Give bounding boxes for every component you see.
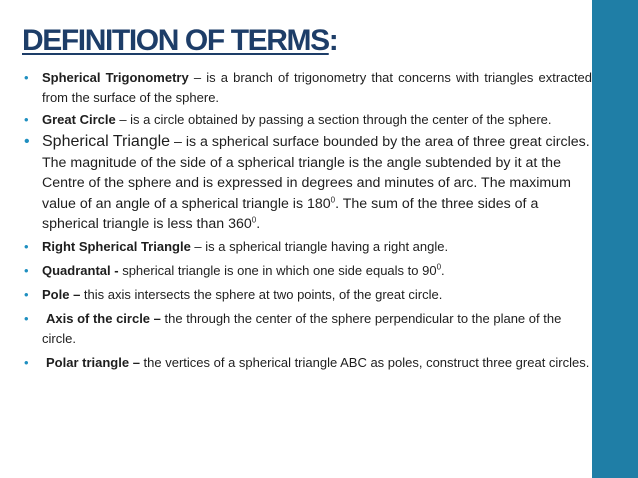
list-item-right-spherical-triangle bbox=[24, 237, 592, 257]
definition-list bbox=[24, 68, 592, 373]
accent-bar bbox=[592, 0, 638, 478]
term-label: Quadrantal - bbox=[42, 262, 119, 278]
bullet-icon: • bbox=[24, 70, 29, 85]
term-label: Great Circle bbox=[42, 112, 116, 127]
term-definition-end: . bbox=[256, 216, 261, 232]
term-label: Spherical Trigonometry bbox=[42, 70, 189, 85]
term-separator: – bbox=[188, 70, 207, 85]
term-definition-end: . bbox=[441, 262, 445, 278]
degree-superscript: 0 bbox=[436, 262, 442, 272]
term-separator: – bbox=[190, 238, 206, 254]
degree-superscript: 0 bbox=[251, 215, 257, 225]
term-definition: is a branch of trigonometry that concerns with triangles extracted from the surface of the sphere. bbox=[42, 70, 593, 105]
term-definition: is a spherical surface bounded by the area of three great circles. The magnitude of the side of a spherical triangle is the angle subtended by it at the Centre of the sphere and is expressed in degrees and minutes of arc. The maximum value of an angle of a spherical triangle is 180 bbox=[42, 134, 590, 212]
term-definition: this axis intersects the sphere at two points, of the great circle. bbox=[83, 286, 443, 302]
term-definition: the through the center of the sphere perpendicular to the plane of the circle. bbox=[42, 310, 562, 346]
list-item-spherical-trigonometry bbox=[24, 68, 592, 108]
term-label: Polar triangle – bbox=[46, 354, 140, 370]
term-definition: is a circle obtained by passing a section through the center of the sphere. bbox=[130, 112, 552, 127]
list-item-polar-triangle bbox=[24, 353, 592, 373]
term-definition-cont: . The sum of the three sides of a spherical triangle is less than 360 bbox=[42, 195, 539, 232]
list-item-spherical-triangle bbox=[24, 132, 592, 235]
bullet-icon: • bbox=[24, 262, 29, 278]
term-label: Pole – bbox=[42, 286, 81, 302]
bullet-icon: • bbox=[24, 354, 29, 370]
term-definition: is a spherical triangle having a right angle. bbox=[205, 238, 449, 254]
list-item-axis-of-circle bbox=[24, 309, 592, 349]
bullet-icon: • bbox=[24, 238, 29, 254]
term-label: Axis of the circle – bbox=[46, 310, 161, 326]
bullet-icon: • bbox=[24, 133, 30, 150]
term-separator: – bbox=[170, 134, 186, 150]
bullet-icon: • bbox=[24, 286, 29, 302]
term-label: Right Spherical Triangle bbox=[42, 238, 191, 254]
slide-title-text: DEFINITION OF TERMS bbox=[22, 24, 329, 57]
bullet-icon: • bbox=[24, 310, 29, 326]
term-separator: – bbox=[115, 112, 131, 127]
degree-superscript: 0 bbox=[330, 194, 336, 204]
bullet-icon: • bbox=[24, 112, 29, 127]
slide-title-colon: : bbox=[328, 24, 338, 57]
list-item-quadrantal bbox=[24, 261, 592, 281]
slide-title bbox=[22, 24, 337, 58]
term-label: Spherical Triangle bbox=[42, 133, 171, 150]
term-definition: spherical triangle is one in which one side equals to 90 bbox=[122, 262, 437, 278]
list-item-pole bbox=[24, 285, 592, 305]
term-definition: the vertices of a spherical triangle ABC as poles, construct three great circles. bbox=[143, 354, 590, 370]
list-item-great-circle bbox=[24, 110, 592, 130]
